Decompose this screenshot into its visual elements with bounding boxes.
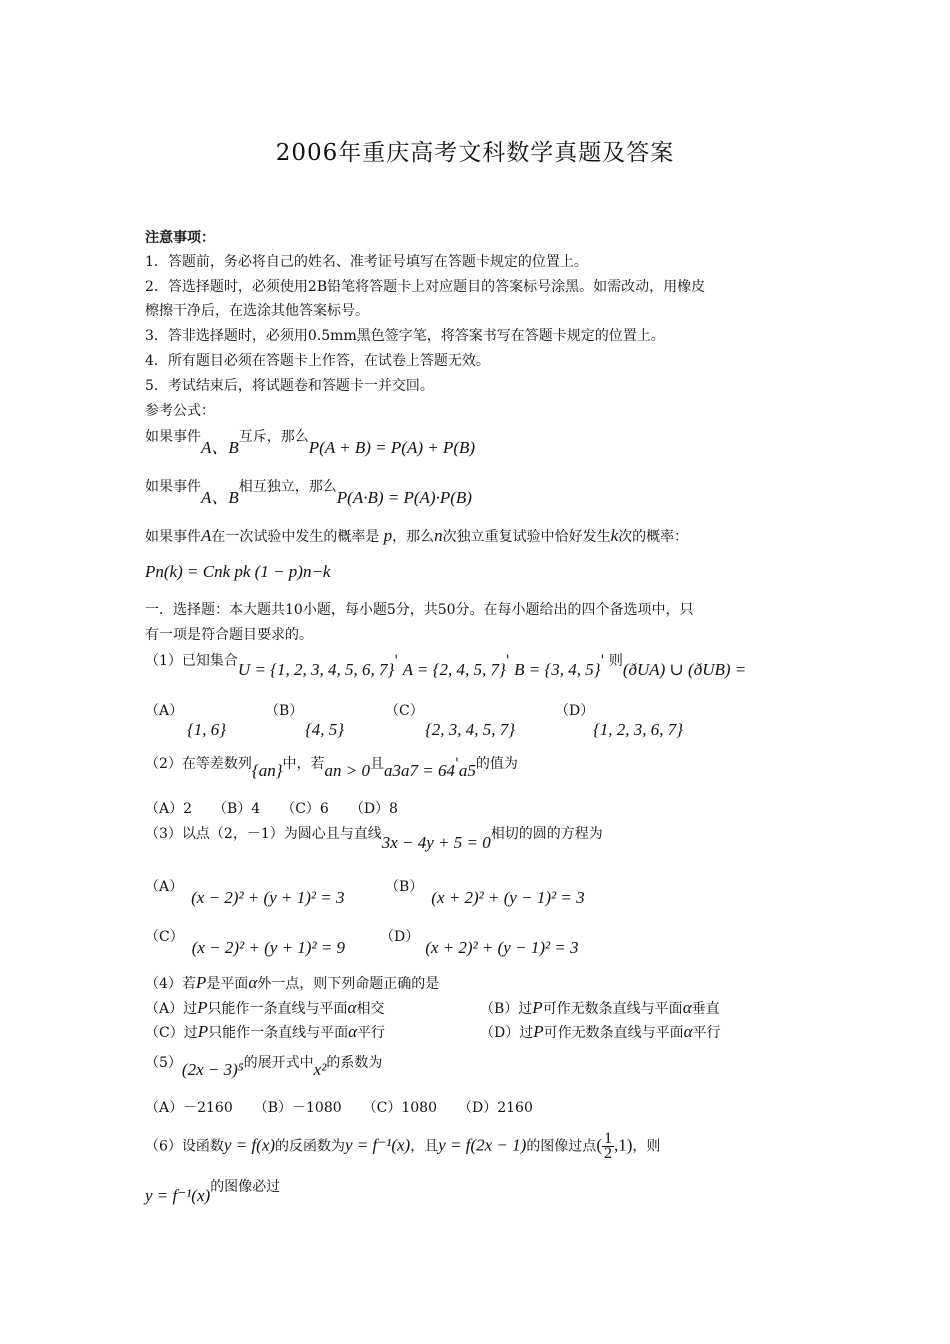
q1-option-d: （D） {1, 2, 3, 6, 7} [555, 703, 684, 739]
note-item: 1．答题前，务必将自己的姓名、准考证号填写在答题卡规定的位置上。 [145, 254, 588, 270]
q2-options: （A）2 （B）4 （C）6 （D）8 [145, 801, 398, 817]
question-5: （5）(2x − 3)⁵的展开式中x²的系数为 [145, 1055, 383, 1079]
formula-independent: 如果事件A、B相互独立，那么P(A·B) = P(A)·P(B) [145, 479, 472, 507]
page-title: 2006年重庆高考文科数学真题及答案 [275, 140, 675, 166]
fraction-half: $\frac{1}{2}$ [603, 1130, 612, 1162]
note-item: 5．考试结束后，将试题卷和答题卡一并交回。 [145, 378, 434, 394]
question-4: （4）若P是平面α外一点，则下列命题正确的是 [145, 973, 440, 992]
note-item: 2．答选择题时，必须使用2B铅笔将答题卡上对应题目的答案标号涂黑。如需改动，用橡皮 [145, 279, 706, 295]
q4-option-c: （C）过P只能作一条直线与平面α平行 [145, 1022, 386, 1041]
q1-option-a: （A） {1, 6} [145, 703, 227, 739]
notes-heading: 注意事项： [145, 230, 215, 246]
formula-binomial: Pn(k) = Cnk pk (1 − p)n−k [145, 562, 331, 581]
formula-binomial-text: 如果事件A在一次试验中发生的概率是 p，那么n次独立重复试验中恰好发生k次的概率： [145, 526, 689, 545]
q4-option-a: （A）过P只能作一条直线与平面α相交 [145, 998, 385, 1017]
formula-mutex: 如果事件A、B互斥，那么P(A + B) = P(A) + P(B) [145, 429, 476, 457]
question-1: （1）已知集合U = {1, 2, 3, 4, 5, 6, 7}' A = {2, 4, 5, 7}' B = {3, 4, 5}' 则(ðUA) ∪ (ðUB) = [145, 653, 747, 679]
note-item: 4．所有题目必须在答题卡上作答，在试卷上答题无效。 [145, 353, 490, 369]
section-heading-cont: 有一项是符合题目要求的。 [145, 627, 313, 643]
section-heading: 一．选择题：本大题共10小题，每小题5分，共50分。在每小题给出的四个备选项中，只 [145, 602, 694, 618]
q5-options: （A）－2160 （B）－1080 （C）1080 （D）2160 [145, 1100, 533, 1116]
q1-option-c: （C） {2, 3, 4, 5, 7} [385, 703, 516, 739]
question-2: （2）在等差数列{an}中，若an > 0且a3a7 = 64'a5的值为 [145, 756, 518, 780]
q4-option-b: （B）过P可作无数条直线与平面α垂直 [480, 998, 720, 1017]
q3-option-b: （B）(x + 2)² + (y − 1)² = 3 [385, 879, 585, 907]
q4-option-d: （D）过P可作无数条直线与平面α平行 [480, 1022, 721, 1041]
q1-option-b: （B） {4, 5} [265, 703, 345, 739]
question-6-cont: y = f⁻¹(x)的图像必过 [145, 1179, 281, 1205]
note-item: 3．答非选择题时，必须用0.5mm黑色签字笔，将答案书写在答题卡规定的位置上。 [145, 328, 665, 344]
note-item: 檫擦干净后，在选涂其他答案标号。 [145, 303, 369, 319]
q3-option-d: （D）(x + 2)² + (y − 1)² = 3 [380, 929, 579, 957]
q3-option-a: （A）(x − 2)² + (y + 1)² = 3 [145, 879, 345, 907]
question-6: （6）设函数y = f(x)的反函数为y = f⁻¹(x)，且y = f(2x − 1)的图像过点( $\frac{1}{2}$ ,1)，则 [145, 1130, 661, 1162]
question-3: （3）以点（2，－1）为圆心且与直线3x − 4y + 5 = 0相切的圆的方程为 [145, 826, 603, 852]
ref-heading: 参考公式： [145, 403, 215, 419]
q3-option-c: （C）(x − 2)² + (y + 1)² = 9 [145, 929, 346, 957]
